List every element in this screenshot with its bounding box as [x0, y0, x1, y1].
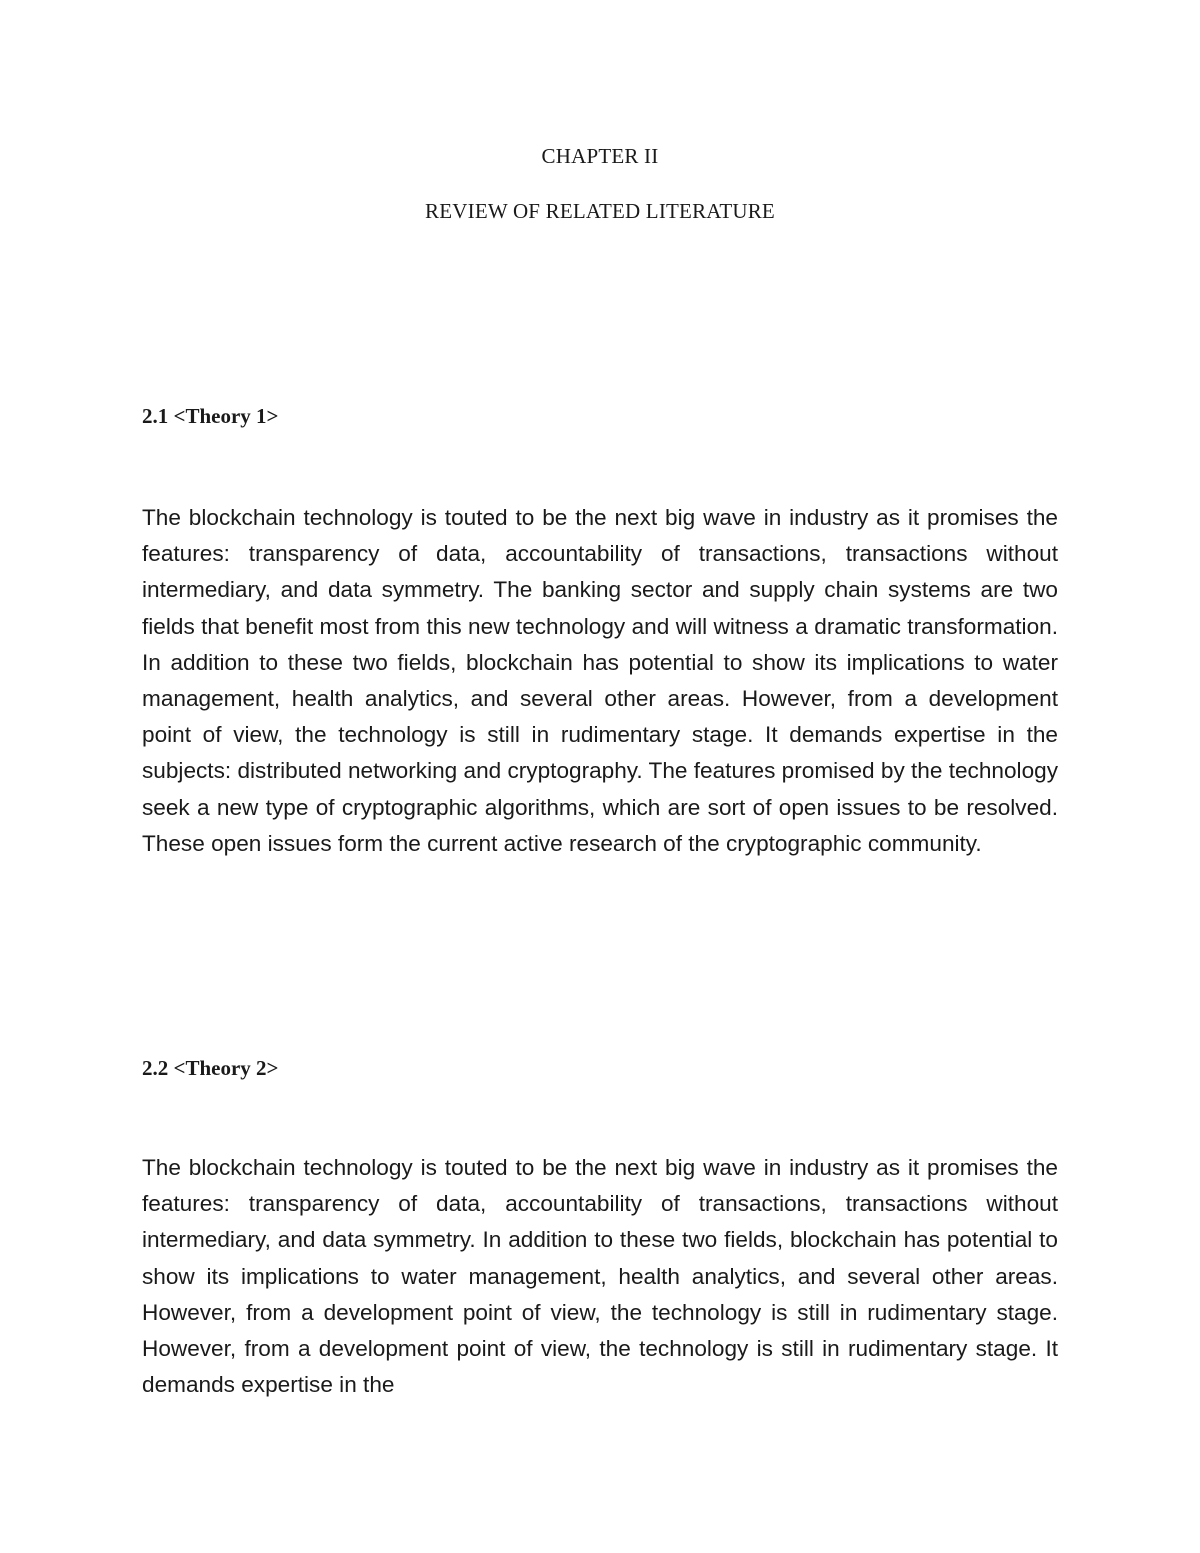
section-heading-2-2: 2.2 <Theory 2>	[142, 1056, 279, 1080]
chapter-number: CHAPTER II	[541, 144, 659, 168]
section-heading-2-1: 2.1 <Theory 1>	[142, 404, 279, 428]
section-body-2-1: The blockchain technology is touted to be the next big wave in industry as it promises the features: transparency of data, accountability of transactions, transactions without intermediary, and data symmetry. The banking sector and supply chain systems are two fields that benefit most from this new technology and will witness a dramatic transformation. In addition to these two fields, blockchain has potential to show its implications to water management, health analytics, and several other areas. However, from a development point of view, the technology is still in rudimentary stage. It demands expertise in the subjects: distributed networking and cryptography. The features promised by the technology seek a new type of cryptographic algorithms, which are sort of open issues to be resolved. These open issues form the current active research of the cryptographic community.	[142, 505, 1058, 856]
section-body-2-2: The blockchain technology is touted to be the next big wave in industry as it promises the features: transparency of data, accountability of transactions, transactions without intermediary, and data symmetry. In addition to these two fields, blockchain has potential to show its implications to water management, health analytics, and several other areas. However, from a development point of view, the technology is still in rudimentary stage. However, from a development point of view, the technology is still in rudimentary stage. It demands expertise in the	[142, 1155, 1058, 1398]
chapter-title: REVIEW OF RELATED LITERATURE	[425, 199, 775, 223]
